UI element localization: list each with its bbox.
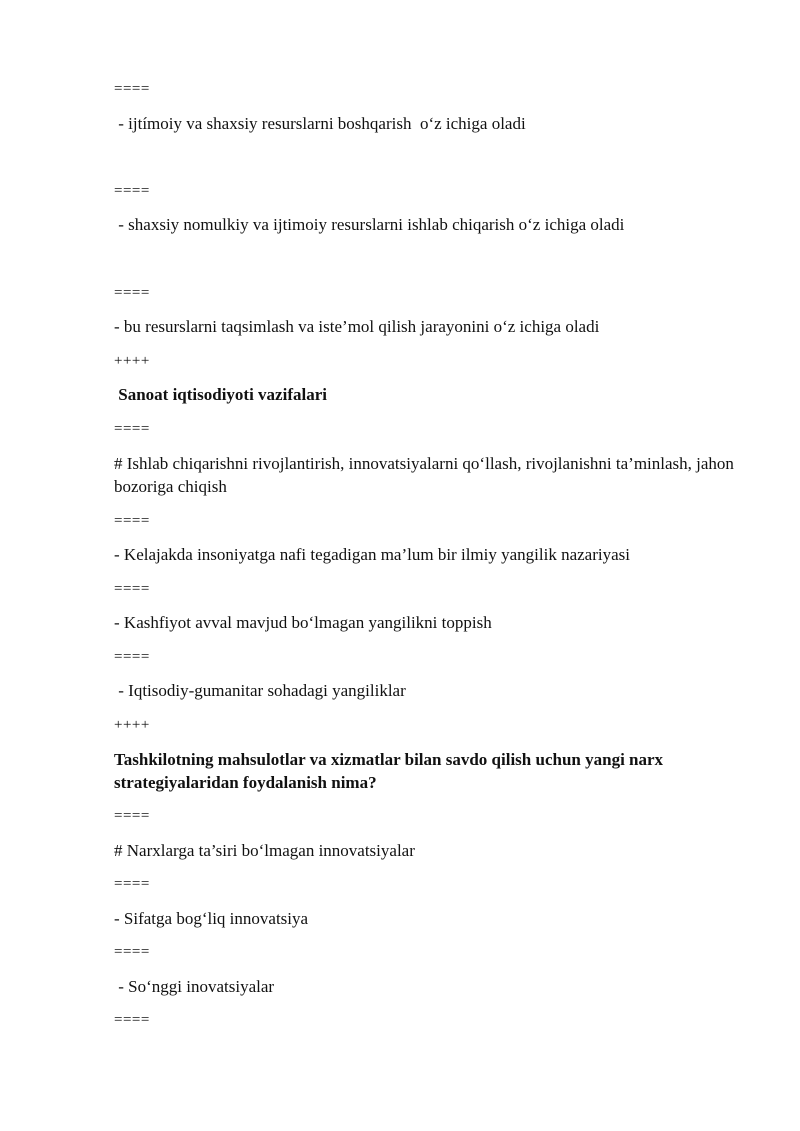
- answer-option: - Kelajakda insoniyatga nafi tegadigan ma’lum bir ilmiy yangilik nazariyasi: [114, 545, 630, 564]
- correct-answer: # Ishlab chiqarishni rivojlantirish, innovatsiyalarni qo‘llash, rivojlanishni ta’minlash, jahon bozoriga chiqish: [114, 454, 734, 496]
- question-marker: ++++: [114, 353, 150, 369]
- answer-option: - shaxsiy nomulkiy va ijtimoiy resurslarni ishlab chiqarish o‘z ichiga oladi: [114, 215, 625, 234]
- separator: ====: [114, 649, 150, 665]
- separator: ====: [114, 421, 150, 437]
- answer-option: - bu resurslarni taqsimlash va iste’mol qilish jarayonini o‘z ichiga oladi: [114, 317, 600, 336]
- question-text: Sanoat iqtisodiyoti vazifalari: [114, 385, 327, 404]
- separator: ====: [114, 183, 150, 199]
- question-text: Tashkilotning mahsulotlar va xizmatlar bilan savdo qilish uchun yangi narx strategiyalaridan foydalanish nima?: [114, 750, 664, 792]
- answer-option: - ijtímoiy va shaxsiy resurslarni boshqarish o‘z ichiga oladi: [114, 114, 526, 133]
- separator: ====: [114, 581, 150, 597]
- separator: ====: [114, 285, 150, 301]
- correct-answer: # Narxlarga ta’siri bo‘lmagan innovatsiyalar: [114, 841, 415, 860]
- separator: ====: [114, 1012, 150, 1028]
- answer-option: - So‘nggi inovatsiyalar: [114, 977, 275, 996]
- separator: ====: [114, 876, 150, 892]
- answer-option: - Kashfiyot avval mavjud bo‘lmagan yangilikni toppish: [114, 613, 492, 632]
- answer-option: - Iqtisodiy-gumanitar sohadagi yangiliklar: [114, 681, 406, 700]
- answer-option: - Sifatga bog‘liq innovatsiya: [114, 909, 309, 928]
- separator: ====: [114, 808, 150, 824]
- separator: ====: [114, 944, 150, 960]
- question-marker: ++++: [114, 717, 150, 733]
- separator: ====: [114, 513, 150, 529]
- separator: ====: [114, 81, 150, 97]
